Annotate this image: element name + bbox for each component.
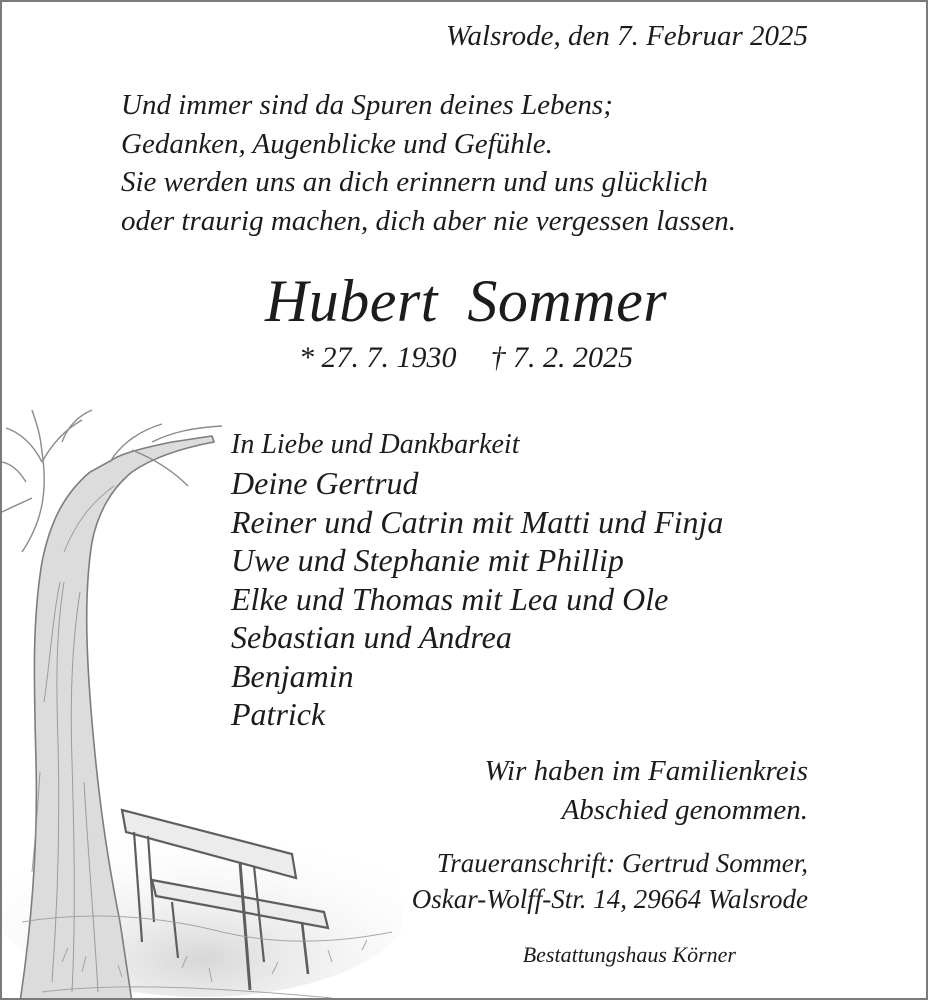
mourner-line: Patrick (231, 696, 326, 732)
address-line: Traueranschrift: Gertrud Sommer, (436, 848, 808, 878)
mourner-line: Elke und Thomas mit Lea und Ole (231, 580, 669, 617)
poem-line: oder traurig machen, dich aber nie vergessen lassen. (121, 204, 737, 237)
mourner-line: Benjamin (231, 657, 354, 694)
farewell-line: Abschied genommen. (561, 793, 808, 826)
mourner-line: Reiner und Catrin mit Matti und Finja (231, 503, 724, 540)
death-date: † 7. 2. 2025 (490, 341, 633, 374)
mourning-address (412, 845, 808, 917)
deceased-name: Hubert Sommer (264, 268, 668, 334)
address-line: Oskar-Wolff-Str. 14, 29664 Walsrode (411, 884, 808, 914)
mourners-intro: In Liebe und Dankbarkeit (231, 429, 520, 460)
mourners-list (231, 426, 723, 734)
undertaker-name: Bestattungshaus Körner (522, 942, 736, 967)
poem (121, 86, 736, 240)
farewell-line: Wir haben im Familienkreis (484, 755, 808, 787)
farewell-note (484, 752, 808, 829)
life-dates (2, 341, 928, 375)
mourner-line: Sebastian und Andrea (231, 619, 512, 655)
place-and-date: Walsrode, den 7. Februar 2025 (446, 20, 808, 52)
birth-date: * 27. 7. 1930 (299, 341, 457, 374)
poem-line: Und immer sind da Spuren deines Lebens; (121, 89, 613, 121)
mourner-line: Deine Gertrud (231, 465, 419, 501)
poem-line: Gedanken, Augenblicke und Gefühle. (121, 127, 553, 160)
mourner-line: Uwe und Stephanie mit Phillip (231, 542, 624, 578)
poem-line: Sie werden uns an dich erinnern und uns glücklich (121, 166, 708, 198)
